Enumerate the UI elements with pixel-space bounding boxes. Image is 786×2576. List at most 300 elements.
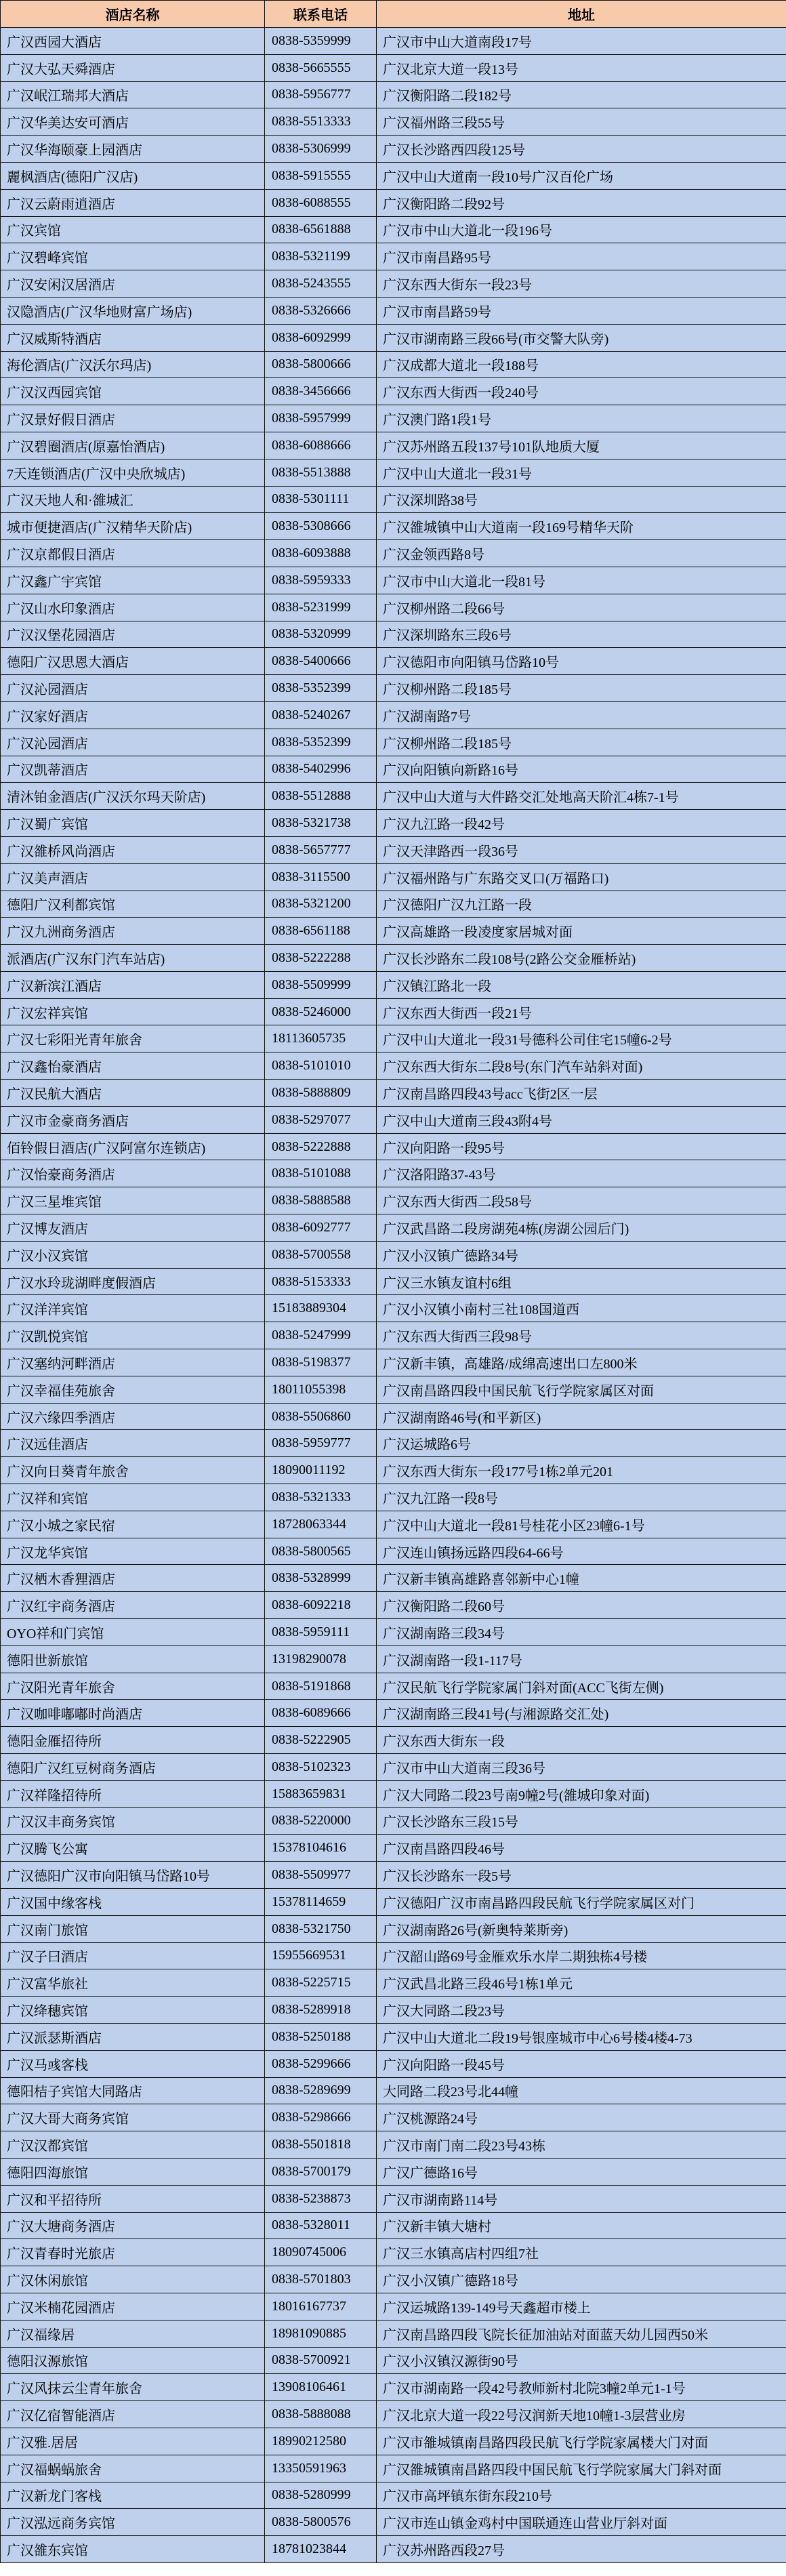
phone-cell: 0838-6561188 [265, 918, 377, 945]
hotel-name-cell: 佰铃假日酒店(广汉阿富尔连锁店) [1, 1133, 265, 1160]
address-cell: 广汉市中山大道南三段36号 [377, 1754, 786, 1781]
address-cell: 广汉澳门路1段1号 [377, 405, 786, 432]
address-cell: 广汉九江路一段8号 [377, 1484, 786, 1511]
phone-cell: 0838-6092999 [265, 324, 377, 351]
address-cell: 广汉市雒城镇南昌路四段民航飞行学院家属楼大门对面 [377, 2428, 786, 2455]
phone-cell: 0838-5513888 [265, 459, 377, 486]
hotel-name-cell: 广汉红宇商务酒店 [1, 1592, 265, 1619]
address-cell: 广汉武昌路二段房湖苑4栋(房湖公园后门) [377, 1214, 786, 1242]
table-row [1, 1349, 786, 1376]
hotel-name-cell: 广汉七彩阳光青年旅舍 [1, 1025, 265, 1052]
address-cell: 广汉深圳路38号 [377, 486, 786, 513]
address-cell: 广汉向阳路一段95号 [377, 1133, 786, 1160]
table-row [1, 1403, 786, 1430]
table-row [1, 1619, 786, 1646]
table-row [1, 1295, 786, 1322]
hotel-name-cell: 汉隐酒店(广汉华地财富广场店) [1, 297, 265, 324]
phone-cell: 0838-5657777 [265, 836, 377, 863]
phone-cell: 0838-6092777 [265, 1214, 377, 1242]
table-row [1, 918, 786, 945]
table-row [1, 1915, 786, 1942]
hotel-name-cell: 广汉塞纳河畔酒店 [1, 1349, 265, 1376]
phone-cell: 0838-5220000 [265, 1807, 377, 1835]
table-row [1, 2428, 786, 2455]
table-row [1, 1942, 786, 1969]
hotel-name-cell: 广汉汉堡花园酒店 [1, 621, 265, 648]
phone-cell: 0838-5321333 [265, 1484, 377, 1511]
phone-cell: 18728063344 [265, 1511, 377, 1538]
phone-cell: 0838-5888088 [265, 2401, 377, 2428]
hotel-name-cell: 广汉雅.居居 [1, 2428, 265, 2455]
phone-cell: 13908106461 [265, 2374, 377, 2401]
phone-cell: 18016167737 [265, 2293, 377, 2320]
hotel-name-cell: 广汉沁园酒店 [1, 729, 265, 756]
phone-cell: 0838-5321750 [265, 1915, 377, 1942]
phone-cell: 18981090885 [265, 2320, 377, 2347]
hotel-name-cell: 广汉安闲汉居酒店 [1, 270, 265, 298]
address-cell: 广汉深圳路东三段6号 [377, 621, 786, 648]
address-cell: 广汉市南昌路59号 [377, 297, 786, 324]
hotel-name-cell: 广汉福蜗蜗旅舍 [1, 2455, 265, 2482]
address-cell: 广汉民航飞行学院家属门斜对面(ACC飞街左侧) [377, 1673, 786, 1700]
address-cell: 广汉小汉镇广德路18号 [377, 2266, 786, 2293]
table-row [1, 1754, 786, 1781]
phone-cell: 0838-6088666 [265, 432, 377, 459]
hotel-name-cell: 广汉富华旅社 [1, 1969, 265, 1997]
table-row [1, 1080, 786, 1107]
address-cell: 广汉福州路与广东路交叉口(万福路口) [377, 863, 786, 891]
address-cell: 广汉市连山镇金鸡村中国联通连山营业厅斜对面 [377, 2509, 786, 2536]
table-row [1, 1565, 786, 1592]
hotel-name-cell: 德阳桔子宾馆大同路店 [1, 2077, 265, 2104]
table-row [1, 378, 786, 405]
hotel-name-cell: 广汉祥和宾馆 [1, 1484, 265, 1511]
address-cell: 广汉柳州路二段66号 [377, 594, 786, 621]
table-row [1, 2347, 786, 2374]
address-cell: 广汉市高坪镇东街东段210号 [377, 2482, 786, 2509]
address-cell: 广汉三水镇友谊村6组 [377, 1268, 786, 1295]
phone-cell: 0838-5101088 [265, 1160, 377, 1187]
hotel-name-cell: 德阳广汉利都宾馆 [1, 891, 265, 918]
table-row [1, 459, 786, 486]
hotel-name-cell: 广汉腾飞公寓 [1, 1835, 265, 1862]
address-cell: 广汉湖南路三段41号(与湘源路交汇处) [377, 1700, 786, 1727]
table-row [1, 1160, 786, 1187]
hotel-name-cell: 广汉马彧客栈 [1, 2050, 265, 2077]
hotel-name-cell: 广汉小汉宾馆 [1, 1241, 265, 1268]
table-row [1, 1052, 786, 1080]
phone-cell: 0838-6093888 [265, 540, 377, 567]
address-cell: 广汉中山大道北一段31号德科公司住宅15幢6-2号 [377, 1025, 786, 1052]
hotel-name-cell: 广汉向日葵青年旅舍 [1, 1457, 265, 1484]
table-row [1, 2374, 786, 2401]
address-cell: 广汉中山大道北一段81号桂花小区23幢6-1号 [377, 1511, 786, 1538]
hotel-name-cell: 广汉沁园酒店 [1, 675, 265, 702]
phone-cell: 0838-5308666 [265, 513, 377, 540]
table-row [1, 486, 786, 513]
address-cell: 广汉南昌路四段飞院长征加油站对面蓝天幼儿园西50米 [377, 2320, 786, 2347]
table-row [1, 2158, 786, 2185]
phone-cell: 0838-5280999 [265, 2482, 377, 2509]
hotel-name-cell: 广汉美声酒店 [1, 863, 265, 891]
table-row [1, 756, 786, 783]
table-row [1, 432, 786, 459]
table-row [1, 1214, 786, 1242]
address-cell: 广汉中山大道与大件路交汇处地高天阶汇4栋7-1号 [377, 783, 786, 810]
address-cell: 广汉长沙路东二段108号(2路公交金雁桥站) [377, 945, 786, 972]
table-row [1, 1780, 786, 1807]
table-row [1, 324, 786, 351]
address-cell: 广汉德阳广汉九江路一段 [377, 891, 786, 918]
phone-cell: 0838-5250188 [265, 2023, 377, 2050]
hotel-name-cell: 广汉碧圈酒店(原嘉怡酒店) [1, 432, 265, 459]
address-cell: 广汉中山大道北二段19号银座城市中心6号楼4楼4-73 [377, 2023, 786, 2050]
table-row [1, 1133, 786, 1160]
hotel-name-cell: 广汉凯悦宾馆 [1, 1322, 265, 1349]
table-row [1, 729, 786, 756]
table-row [1, 1511, 786, 1538]
address-cell: 广汉向阳路一段45号 [377, 2050, 786, 2077]
address-cell: 广汉九江路一段42号 [377, 810, 786, 837]
phone-cell: 0838-3456666 [265, 378, 377, 405]
phone-cell: 0838-5301111 [265, 486, 377, 513]
address-cell: 广汉南昌路四段46号 [377, 1835, 786, 1862]
table-row [1, 2455, 786, 2482]
address-cell: 广汉南昌路四段43号acc飞街2区一层 [377, 1080, 786, 1107]
phone-cell: 18781023844 [265, 2536, 377, 2563]
header-hotel-name: 酒店名称 [1, 1, 265, 28]
address-cell: 广汉中山大道南一段10号广汉百伦广场 [377, 162, 786, 189]
hotel-name-cell: 广汉福缘居 [1, 2320, 265, 2347]
address-cell: 广汉东西大街东一段 [377, 1727, 786, 1754]
table-row [1, 2536, 786, 2563]
hotel-name-cell: 广汉幸福佳苑旅舍 [1, 1376, 265, 1403]
header-row [1, 1, 786, 28]
table-row [1, 216, 786, 243]
hotel-name-cell: 广汉水玲珑湖畔度假酒店 [1, 1268, 265, 1295]
address-cell: 广汉小汉镇小南村三社108国道西 [377, 1295, 786, 1322]
hotel-name-cell: 广汉新滨江酒店 [1, 971, 265, 998]
table-row [1, 136, 786, 163]
address-cell: 广汉雒城镇中山大道南一段169号精华天阶 [377, 513, 786, 540]
table-row [1, 1727, 786, 1754]
hotel-name-cell: 广汉家好酒店 [1, 701, 265, 729]
address-cell: 广汉市湖南路三段66号(市交警大队旁) [377, 324, 786, 351]
phone-cell: 0838-5888588 [265, 1187, 377, 1214]
table-row [1, 1862, 786, 1889]
hotel-name-cell: 广汉华美达安可酒店 [1, 108, 265, 136]
table-row [1, 297, 786, 324]
phone-cell: 0838-5957999 [265, 405, 377, 432]
table-row [1, 1187, 786, 1214]
hotel-name-cell: 广汉民航大酒店 [1, 1080, 265, 1107]
hotel-name-cell: 广汉泓远商务宾馆 [1, 2509, 265, 2536]
phone-cell: 15378104616 [265, 1835, 377, 1862]
address-cell: 广汉运城路6号 [377, 1430, 786, 1457]
address-cell: 广汉湖南路46号(和平新区) [377, 1403, 786, 1430]
hotel-name-cell: 广汉德阳广汉市向阳镇马岱路10号 [1, 1862, 265, 1889]
hotel-name-cell: 广汉雒东宾馆 [1, 2536, 265, 2563]
hotel-name-cell: 7天连锁酒店(广汉中央欣城店) [1, 459, 265, 486]
address-cell: 广汉新丰镇，高雄路/成绵高速出口左800米 [377, 1349, 786, 1376]
hotel-name-cell: 广汉龙华宾馆 [1, 1538, 265, 1565]
phone-cell: 0838-5299666 [265, 2050, 377, 2077]
address-cell: 广汉市中山大道北一段196号 [377, 216, 786, 243]
table-row [1, 1673, 786, 1700]
hotel-name-cell: 广汉国中缘客栈 [1, 1888, 265, 1915]
address-cell: 广汉桃源路24号 [377, 2104, 786, 2131]
table-row [1, 567, 786, 594]
phone-cell: 18011055398 [265, 1376, 377, 1403]
header-address: 地址 [377, 1, 786, 28]
phone-cell: 0838-5800666 [265, 351, 377, 378]
table-row [1, 701, 786, 729]
address-cell: 广汉东西大街东一段23号 [377, 270, 786, 298]
hotel-name-cell: 广汉阳光青年旅舍 [1, 1673, 265, 1700]
table-row [1, 540, 786, 567]
table-row [1, 998, 786, 1025]
hotel-name-cell: 广汉小城之家民宿 [1, 1511, 265, 1538]
hotel-name-cell: 德阳金雁招待所 [1, 1727, 265, 1754]
hotel-name-cell: 广汉汉西园宾馆 [1, 378, 265, 405]
table-row [1, 1322, 786, 1349]
hotel-name-cell: 广汉祥隆招待所 [1, 1780, 265, 1807]
address-cell: 广汉东西大街东一段177号1栋2单元201 [377, 1457, 786, 1484]
hotel-name-cell: 城市便捷酒店(广汉精华天阶店) [1, 513, 265, 540]
hotel-name-cell: 德阳广汉红豆树商务酒店 [1, 1754, 265, 1781]
table-row [1, 1106, 786, 1133]
phone-cell: 0838-5888809 [265, 1080, 377, 1107]
address-cell: 广汉武昌北路三段46号1栋1单元 [377, 1969, 786, 1997]
hotel-name-cell: 广汉远佳酒店 [1, 1430, 265, 1457]
address-cell: 广汉市湖南路114号 [377, 2185, 786, 2212]
phone-cell: 0838-5800565 [265, 1538, 377, 1565]
address-cell: 广汉湖南路7号 [377, 701, 786, 729]
address-cell: 广汉湖南路三段34号 [377, 1619, 786, 1646]
table-row [1, 54, 786, 81]
address-cell: 广汉雒城镇南昌路四段中国民航飞行学院家属大门斜对面 [377, 2455, 786, 2482]
hotel-name-cell: 德阳世新旅馆 [1, 1645, 265, 1673]
phone-cell: 0838-5222288 [265, 945, 377, 972]
hotel-name-cell: 广汉休闲旅馆 [1, 2266, 265, 2293]
phone-cell: 18113605735 [265, 1025, 377, 1052]
phone-cell: 0838-5700179 [265, 2158, 377, 2185]
phone-cell: 0838-5297077 [265, 1106, 377, 1133]
table-row [1, 2239, 786, 2266]
phone-cell: 0838-5509977 [265, 1862, 377, 1889]
address-cell: 广汉北京大道一段13号 [377, 54, 786, 81]
address-cell: 广汉三水镇高店村四组7社 [377, 2239, 786, 2266]
hotel-name-cell: 广汉岷江瑞邦大酒店 [1, 81, 265, 108]
phone-cell: 0838-5321738 [265, 810, 377, 837]
address-cell: 广汉柳州路二段185号 [377, 675, 786, 702]
table-row [1, 675, 786, 702]
table-row [1, 810, 786, 837]
phone-cell: 0838-6092218 [265, 1592, 377, 1619]
address-cell: 广汉德阳广汉市南昌路四段民航飞行学院家属区对门 [377, 1888, 786, 1915]
hotel-name-cell: 广汉大塘商务酒店 [1, 2212, 265, 2239]
hotel-name-cell: 德阳四海旅馆 [1, 2158, 265, 2185]
hotel-name-cell: 广汉宾馆 [1, 216, 265, 243]
phone-cell: 0838-5289699 [265, 2077, 377, 2104]
address-cell: 广汉韶山路69号金雁欢乐水岸二期独栋4号楼 [377, 1942, 786, 1969]
hotel-name-cell: OYO祥和门宾馆 [1, 1619, 265, 1646]
phone-cell: 0838-5352399 [265, 729, 377, 756]
address-cell: 广汉广德路16号 [377, 2158, 786, 2185]
address-cell: 广汉德阳市向阳镇马岱路10号 [377, 648, 786, 675]
address-cell: 广汉东西大街西一段240号 [377, 378, 786, 405]
phone-cell: 0838-5225715 [265, 1969, 377, 1997]
table-row [1, 594, 786, 621]
address-cell: 广汉小汉镇广德路34号 [377, 1241, 786, 1268]
phone-cell: 18990212580 [265, 2428, 377, 2455]
hotel-name-cell: 广汉怡豪商务酒店 [1, 1160, 265, 1187]
table-row [1, 2023, 786, 2050]
address-cell: 广汉苏州路西段27号 [377, 2536, 786, 2563]
address-cell: 广汉大同路二段23号南9幢2号(雒城印象对面) [377, 1780, 786, 1807]
phone-cell: 0838-5915555 [265, 162, 377, 189]
address-cell: 广汉洛阳路37-43号 [377, 1160, 786, 1187]
address-cell: 广汉衡阳路二段182号 [377, 81, 786, 108]
phone-cell: 0838-5231999 [265, 594, 377, 621]
address-cell: 广汉向阳镇向新路16号 [377, 756, 786, 783]
table-row [1, 891, 786, 918]
phone-cell: 15378114659 [265, 1888, 377, 1915]
phone-cell: 0838-5328011 [265, 2212, 377, 2239]
phone-cell: 0838-5506860 [265, 1403, 377, 1430]
hotel-name-cell: 广汉市金豪商务酒店 [1, 1106, 265, 1133]
phone-cell: 0838-5700921 [265, 2347, 377, 2374]
phone-cell: 0838-5298666 [265, 2104, 377, 2131]
phone-cell: 0838-5513333 [265, 108, 377, 136]
phone-cell: 0838-5959111 [265, 1619, 377, 1646]
phone-cell: 0838-5400666 [265, 648, 377, 675]
address-cell: 广汉金领西路8号 [377, 540, 786, 567]
table-row [1, 1457, 786, 1484]
table-row [1, 648, 786, 675]
table-row [1, 1835, 786, 1862]
phone-cell: 13350591963 [265, 2455, 377, 2482]
phone-cell: 0838-5352399 [265, 675, 377, 702]
table-row [1, 2509, 786, 2536]
hotel-name-cell: 德阳汉源旅馆 [1, 2347, 265, 2374]
table-row [1, 1700, 786, 1727]
hotel-name-cell: 清沐铂金酒店(广汉沃尔玛天阶店) [1, 783, 265, 810]
phone-cell: 0838-5222888 [265, 1133, 377, 1160]
phone-cell: 0838-5509999 [265, 971, 377, 998]
table-row [1, 1241, 786, 1268]
header-phone: 联系电话 [265, 1, 377, 28]
phone-cell: 0838-5306999 [265, 136, 377, 163]
table-row [1, 1268, 786, 1295]
table-row [1, 863, 786, 891]
address-cell: 广汉衡阳路二段60号 [377, 1592, 786, 1619]
table-row [1, 2050, 786, 2077]
hotel-name-cell: 广汉西园大酒店 [1, 28, 265, 55]
address-cell: 广汉苏州路五段137号101队地质大厦 [377, 432, 786, 459]
address-cell: 广汉东西大街东二段8号(东门汽车站斜对面) [377, 1052, 786, 1080]
table-row [1, 28, 786, 55]
phone-cell: 0838-3115500 [265, 863, 377, 891]
phone-cell: 0838-5240267 [265, 701, 377, 729]
table-row [1, 2131, 786, 2159]
phone-cell: 0838-5800576 [265, 2509, 377, 2536]
table-row [1, 1025, 786, 1052]
table-row [1, 621, 786, 648]
hotel-name-cell: 广汉云蔚雨逍酒店 [1, 189, 265, 216]
phone-cell: 15183889304 [265, 1295, 377, 1322]
address-cell: 广汉大同路二段23号 [377, 1997, 786, 2024]
phone-cell: 0838-5701803 [265, 2266, 377, 2293]
phone-cell: 0838-5512888 [265, 783, 377, 810]
table-row [1, 2401, 786, 2428]
hotel-name-cell: 广汉汉都宾馆 [1, 2131, 265, 2159]
phone-cell: 0838-5959333 [265, 567, 377, 594]
table-row [1, 405, 786, 432]
table-row [1, 81, 786, 108]
phone-cell: 0838-5665555 [265, 54, 377, 81]
address-cell: 广汉市湖南路一段42号教师新村北院3幢2单元1-1号 [377, 2374, 786, 2401]
address-cell: 广汉长沙路东一段5号 [377, 1862, 786, 1889]
address-cell: 广汉镇江路北一段 [377, 971, 786, 998]
hotel-name-cell: 广汉子曰酒店 [1, 1942, 265, 1969]
hotel-name-cell: 广汉新龙门客栈 [1, 2482, 265, 2509]
hotel-name-cell: 广汉汉丰商务宾馆 [1, 1807, 265, 1835]
table-row [1, 1807, 786, 1835]
address-cell: 广汉市中山大道南段17号 [377, 28, 786, 55]
address-cell: 广汉南昌路四段中国民航飞行学院家属区对面 [377, 1376, 786, 1403]
hotel-name-cell: 派酒店(广汉东门汽车站店) [1, 945, 265, 972]
hotel-name-cell: 广汉绛穗宾馆 [1, 1997, 265, 2024]
hotel-name-cell: 广汉亿宿智能酒店 [1, 2401, 265, 2428]
phone-cell: 0838-5153333 [265, 1268, 377, 1295]
table-row [1, 945, 786, 972]
hotel-name-cell: 广汉风抹云尘青年旅舍 [1, 2374, 265, 2401]
table-row [1, 836, 786, 863]
address-cell: 广汉长沙路东三段15号 [377, 1807, 786, 1835]
hotel-name-cell: 广汉南门旅馆 [1, 1915, 265, 1942]
hotel-name-cell: 广汉和平招待所 [1, 2185, 265, 2212]
hotel-name-cell: 广汉雒桥风尚酒店 [1, 836, 265, 863]
table-row [1, 1592, 786, 1619]
hotel-name-cell: 广汉蜀广宾馆 [1, 810, 265, 837]
phone-cell: 15955669531 [265, 1942, 377, 1969]
address-cell: 广汉长沙路西四段125号 [377, 136, 786, 163]
table-row [1, 1430, 786, 1457]
hotel-name-cell: 广汉六缘四季酒店 [1, 1403, 265, 1430]
phone-cell: 0838-5320999 [265, 621, 377, 648]
hotel-name-cell: 广汉米楠花园酒店 [1, 2293, 265, 2320]
phone-cell: 0838-5101010 [265, 1052, 377, 1080]
phone-cell: 0838-5246000 [265, 998, 377, 1025]
hotel-name-cell: 广汉咖啡嘟嘟时尚酒店 [1, 1700, 265, 1727]
hotel-name-cell: 广汉博友酒店 [1, 1214, 265, 1242]
phone-cell: 0838-5700558 [265, 1241, 377, 1268]
address-cell: 广汉柳州路二段185号 [377, 729, 786, 756]
address-cell: 广汉新丰镇高雄路喜邻新中心1幢 [377, 1565, 786, 1592]
table-row [1, 108, 786, 136]
address-cell: 广汉市中山大道北一段81号 [377, 567, 786, 594]
phone-cell: 15883659831 [265, 1780, 377, 1807]
hotel-name-cell: 广汉碧峰宾馆 [1, 243, 265, 270]
hotel-name-cell: 广汉派瑟斯酒店 [1, 2023, 265, 2050]
hotel-name-cell: 广汉青春时光旅店 [1, 2239, 265, 2266]
table-row [1, 162, 786, 189]
table-body [1, 28, 786, 2563]
phone-cell: 0838-5289918 [265, 1997, 377, 2024]
hotel-name-cell: 麗枫酒店(德阳广汉店) [1, 162, 265, 189]
hotel-name-cell: 广汉鑫广宇宾馆 [1, 567, 265, 594]
